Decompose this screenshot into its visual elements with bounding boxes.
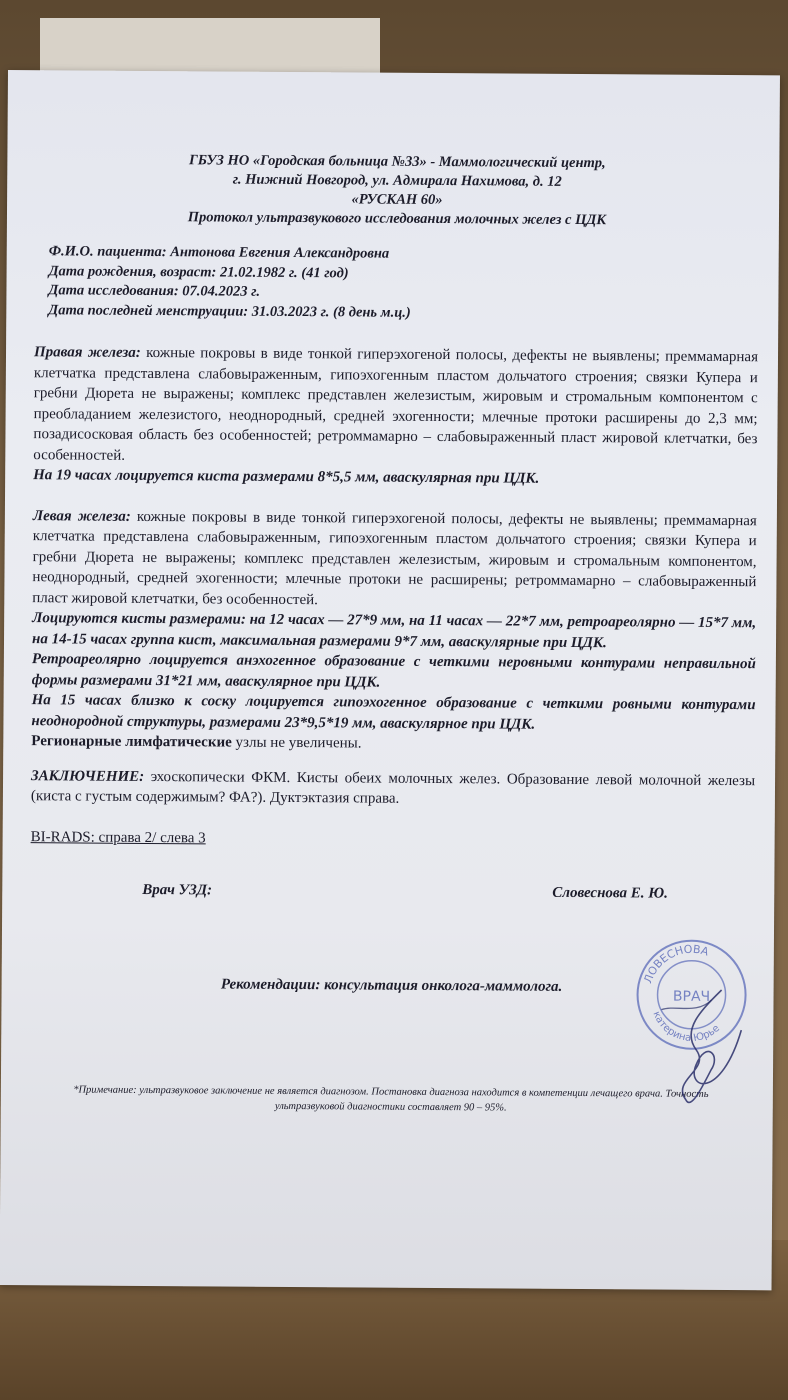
clinic-address: г. Нижний Новгород, ул. Адмирала Нахимова, д. 12 xyxy=(232,171,562,190)
handwritten-signature-icon xyxy=(601,969,762,1120)
left-breast-finding-cysts: Лоцируются кисты размерами: на 12 часах — 27*9 мм, на 11 часах — 22*7 мм, ретроареолярно — 15*7 мм, на 14-15 часах группа кист, максимальная размерами 9*7 мм, аваскулярные при ЦДК. xyxy=(31,610,757,651)
patient-name: Ф.И.О. пациента: Антонова Евгения Александровна xyxy=(48,243,390,262)
lymph-nodes-word: узлы xyxy=(231,734,267,751)
document-header xyxy=(35,150,760,231)
doctor-name: Словеснова Е. Ю. xyxy=(552,884,668,902)
birads-line: BI-RADS: справа 2/ слева 3 xyxy=(30,828,206,846)
left-breast-finding-hypoechoic: На 15 часах близко к соску лоцируется гипоэхогенное образование с четкими ровными контурами неоднородной структуры, размерами 23*9,5*19 мм, аваскулярное при ЦДК. xyxy=(31,692,756,733)
recommendation: Рекомендации: консультация онколога-маммолога. xyxy=(220,976,563,995)
device-name: «РУСКАН 60» xyxy=(351,191,443,209)
conclusion-section xyxy=(31,766,755,812)
right-breast-finding: На 19 часах лоцируется киста размерами 8*5,5 мм, аваскулярная при ЦДК. xyxy=(33,467,540,487)
document-sheet xyxy=(0,70,780,1290)
patient-info xyxy=(48,242,759,325)
right-breast-section xyxy=(33,342,758,491)
left-breast-section xyxy=(31,506,757,757)
stamp-center-text: ВРАЧ xyxy=(672,988,711,1005)
doctor-label: Врач УЗД: xyxy=(142,881,213,899)
left-breast-finding-anechoic: Ретроареолярно лоцируется анэхогенное образование с четкими неровными контурами неправильной формы размерами 31*21 мм, аваскулярное при ЦДК. xyxy=(31,651,756,691)
last-menstruation: Дата последней менструации: 31.03.2023 г. (8 день м.ц.) xyxy=(48,301,411,321)
exam-date: Дата исследования: 07.04.2023 г. xyxy=(48,282,261,300)
patient-birth: Дата рождения, возраст: 21.02.1982 г. (41 год) xyxy=(48,262,349,281)
left-breast-text: кожные покровы в виде тонкой гиперэхогеной полосы, дефекты не выявлены; преммамарная клетчатка представлена слабовыраженным, гипоэхогенным пластом дольчатого строения; связки Купера и гребни Дюрета не выражены; комплекс представлен железистым, жировым и стромальным компонентом, неоднородный, средней эхогенности; млечные протоки не расширены; ретроммамарно – слабовыраженный пласт жировой клетчатки, без особенностей. xyxy=(32,508,757,608)
stamp-bottom-text: катерина Юрье xyxy=(650,1009,723,1045)
right-breast-text: кожные покровы в виде тонкой гиперэхогеной полосы, дефекты не выявлены; преммамарная клетчатка представлена слабовыраженным, гипоэхогенным пластом дольчатого строения; связки Купера и гребни Дюрета не выражены; комплекс представлен железистым, жировым и стромальным компонентом с преобладанием железистого, неоднородный, средней эхогенности; млечные протоки расширены до 2,3 мм; позадисосковая область без особенностей; ретроммамарно – слабовыраженный пласт жировой клетчатки, без особенностей. xyxy=(33,344,759,464)
right-breast-label: Правая железа: xyxy=(33,344,141,361)
footnote-line2: ультразвуковой диагностики составляет 90 – 95%. xyxy=(274,1100,507,1114)
lymph-nodes-bold: Регионарные лимфатические xyxy=(31,733,232,751)
footnote-line1: *Примечание: ультразвуковое заключение не является диагнозом. Постановка диагноза находится в компетенции лечащего врача. Точность xyxy=(73,1083,709,1100)
signature-row xyxy=(30,879,754,924)
conclusion-label: ЗАКЛЮЧЕНИЕ: xyxy=(31,767,145,785)
left-breast-label: Левая железа: xyxy=(32,507,131,525)
clinic-name: ГБУЗ НО «Городская больница №33» - Маммологический центр, xyxy=(188,152,606,172)
lymph-nodes-line xyxy=(31,731,755,757)
protocol-title: Протокол ультразвукового исследования молочных желез с ЦДК xyxy=(187,209,607,229)
lymph-nodes-rest: не увеличены. xyxy=(266,734,362,752)
stamp-top-text: ЛОВЕСНОВА xyxy=(641,942,711,986)
conclusion-text: эхоскопически ФКМ. Кисты обеих молочных желез. Образование левой молочной железы (киста с густым содержимым? ФА?). Дуктэктазия справа. xyxy=(30,768,756,807)
